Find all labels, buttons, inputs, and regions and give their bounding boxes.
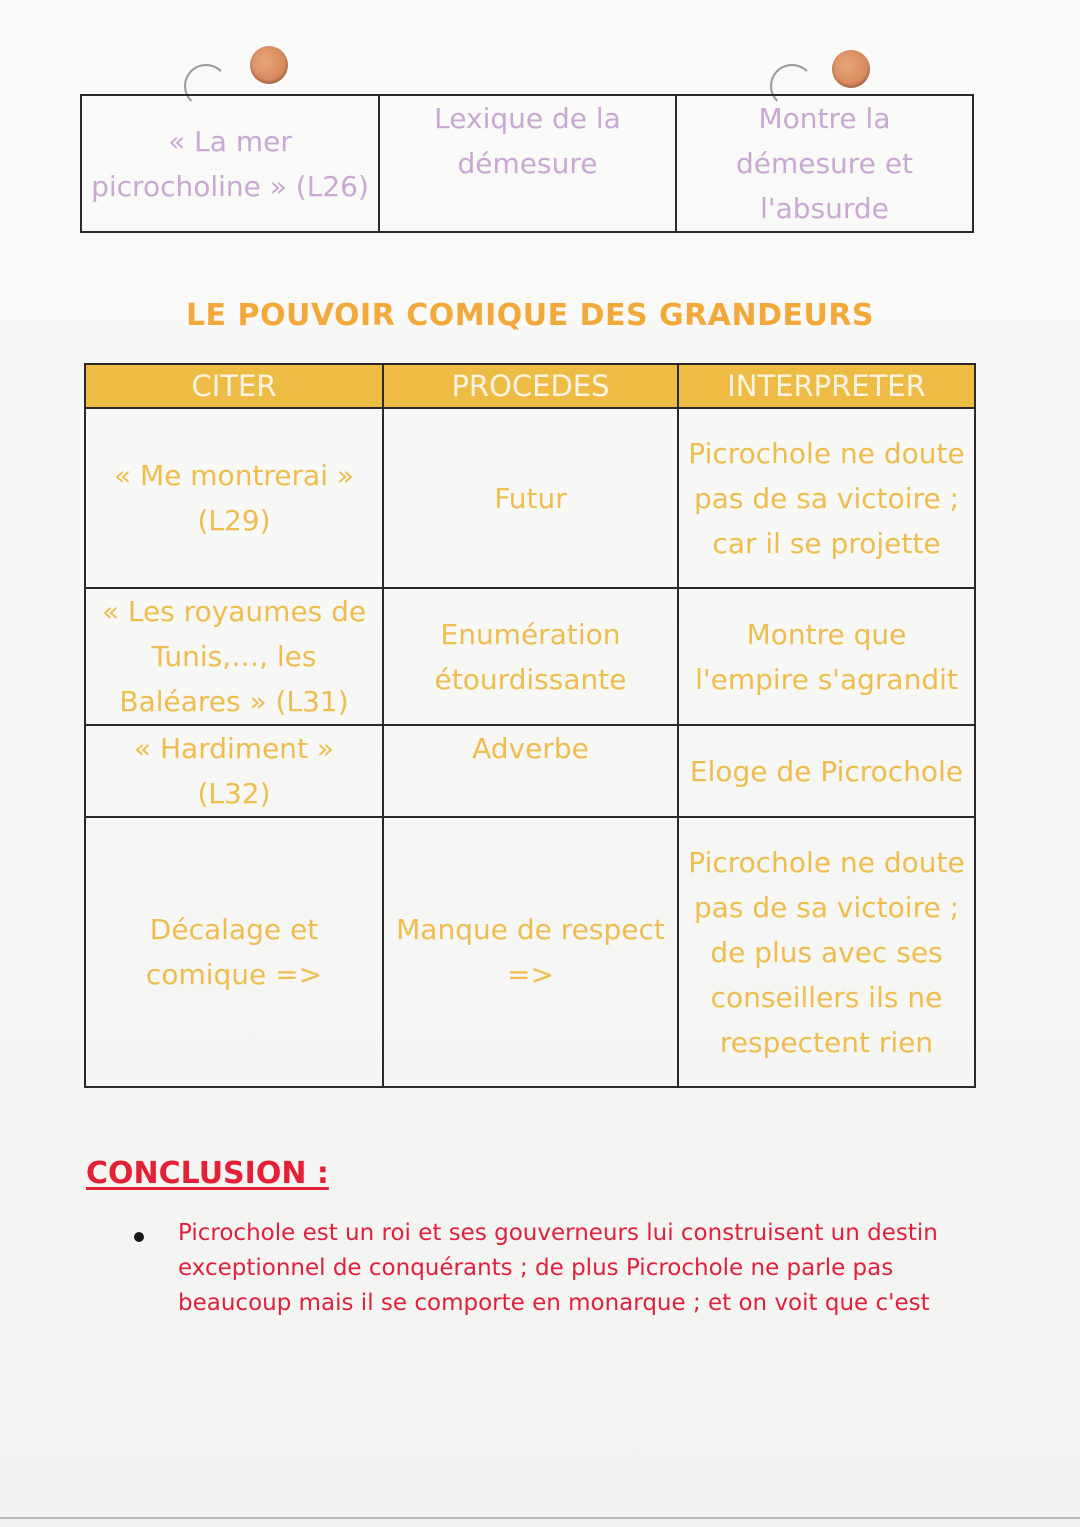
bullet-icon (134, 1232, 144, 1242)
row4-cite: Décalage et comique => (85, 817, 383, 1087)
table-row (85, 588, 975, 725)
conclusion-title: CONCLUSION : (86, 1156, 329, 1191)
top-cell-interpret: Montre la démesure et l'absurde (676, 95, 973, 232)
row2-interpret: Montre que l'empire s'agrandit (678, 588, 975, 725)
top-table (80, 94, 974, 233)
row3-interpret: Eloge de Picrochole (678, 725, 975, 817)
table-row (85, 817, 975, 1087)
row2-procede: Enumération étourdissante (383, 588, 678, 725)
conclusion-text: Picrochole est un roi et ses gouverneurs lui construisent un destin exceptionnel de conquérants ; de plus Picrochole ne parle pas beaucoup mais il se comporte en monarque ; et on voit que c'est (178, 1220, 938, 1316)
header-procedes: PROCEDES (383, 364, 678, 408)
binder-hole-left (250, 46, 288, 84)
row1-interpret: Picrochole ne doute pas de sa victoire ; car il se projette (678, 408, 975, 588)
row1-procede: Futur (383, 408, 678, 588)
header-citer: CITER (85, 364, 383, 408)
table-row (85, 725, 975, 817)
header-interpreter: INTERPRETER (678, 364, 975, 408)
row3-cite: « Hardiment » (L32) (85, 725, 383, 817)
row2-cite: « Les royaumes de Tunis,…, les Baléares » (L31) (85, 588, 383, 725)
page-bottom-edge (0, 1517, 1080, 1519)
row3-procede: Adverbe (383, 725, 678, 817)
row1-cite: « Me montrerai » (L29) (85, 408, 383, 588)
top-cell-cite: « La mer picrocholine » (L26) (81, 95, 379, 232)
binder-hole-right (832, 50, 870, 88)
row4-procede: Manque de respect => (383, 817, 678, 1087)
row4-interpret: Picrochole ne doute pas de sa victoire ; de plus avec ses conseillers ils ne respectent rien (678, 817, 975, 1087)
section-title: LE POUVOIR COMIQUE DES GRANDEURS (185, 298, 875, 333)
table-row (85, 408, 975, 588)
top-cell-procede: Lexique de la démesure (379, 95, 676, 232)
main-table (84, 363, 976, 1088)
